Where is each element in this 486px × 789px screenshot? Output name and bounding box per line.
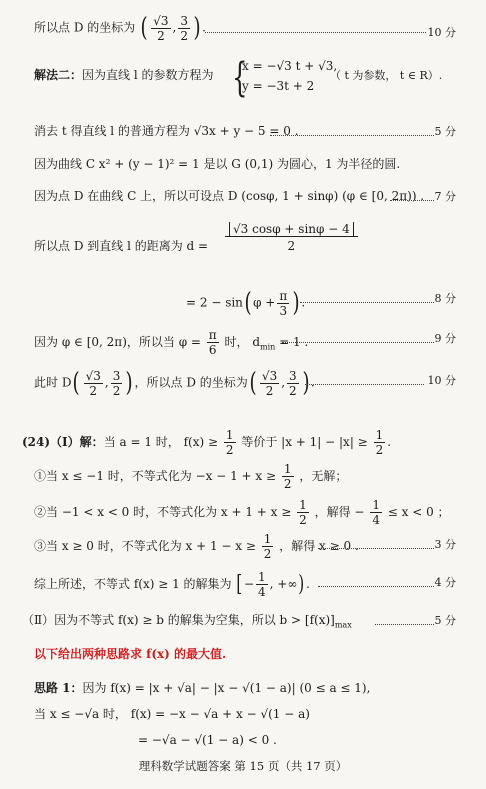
case-2: ②当 −1 < x < 0 时，不等式化为 x + 1 + x ≥ $\frac{1}{2}$ ，解得 − $\frac{1}{4}$ ≤ x < 0 ； [34,498,450,527]
score-label: 10 分 [427,374,456,387]
leader-dots [305,384,424,385]
distance-fraction: √3 cosφ + sinφ − 4 2 [225,222,358,255]
line-5: 因为点 D 在曲线 C 上，所以可设点 D (cosφ, 1 + sinφ) (φ ∈ [0, 2π)) . [34,189,425,203]
brace-symbol: { [232,55,248,101]
line-4: 因为曲线 C x² + (y − 1)² = 1 是以 G (0,1) 为圆心，1 为半径的圆. [34,157,401,171]
score-label: 9 分 [434,332,456,345]
param-eq-2: y = −3t + 2 [242,79,315,93]
leader-dots [282,342,434,343]
idea-1-result: = −√a − √(1 − a) < 0 . [138,733,277,747]
score-label: 5 分 [434,125,456,138]
score-label: 8 分 [434,292,456,305]
score-label: 4 分 [434,576,456,589]
leader-dots [205,32,426,33]
distance-line: 所以点 D 到直线 l 的距离为 d = [34,239,209,253]
q24-line: (24)（Ⅰ）解：当 a = 1 时， f(x) ≥ $\frac{1}{2}$ 等价于 |x + 1| − |x| ≥ $\frac{1}{2}$ . [22,428,392,457]
case-3: ③当 x ≥ 0 时，不等式化为 x + 1 − x ≥ $\frac{1}{2}$ ，解得 x ≥ 0 . [34,532,359,561]
leader-dots [375,624,434,625]
leader-dots [318,586,434,587]
method-2-line: 解法二：因为直线 l 的参数方程为 [34,68,214,82]
score-label: 5 分 [434,614,456,627]
line-7: = 2 − sin( φ + $\frac{\pi}{3}$ ) . [186,288,306,318]
leader-dots [270,135,434,136]
case-1: ①当 x ≤ −1 时，不等式化为 −x − 1 + x ≥ $\frac{1}{2}$ ，无解； [34,462,348,491]
red-note: 以下给出两种思路求 f(x) 的最大值. [34,647,227,661]
line-3: 消去 t 得直线 l 的普通方程为 √3x + y − 5 = 0 . [34,124,299,138]
score-label: 3 分 [434,538,456,551]
leader-dots [390,200,434,201]
leader-dots [318,548,434,549]
score-label: 10 分 [427,26,456,39]
line-8: 因为 φ ∈ [0, 2π)，所以当 φ = $\frac{\pi}{6}$ 时， $d_{min} = 1$ . [34,328,309,357]
page-footer: 理科数学试题答案 第 15 页（共 17 页） [138,759,348,773]
param-note: （ t 为参数， t ∈ R）. [330,69,443,82]
part-2-line: （Ⅱ）因为不等式 f(x) ≥ b 的解集为空集，所以 $b > [f(x)]_{max}$ [22,613,352,630]
line-9: 此时 D( $\frac{√3}{2}$ , $\frac{3}{2}$ ) ，所以点 D 的坐标为( $\frac{√3}{2}$ , $\frac{3}{2}$ ) . [34,368,315,398]
line-1: 所以点 D 的坐标为 ( $\frac{√3}{2}$ , $\frac{3}{2}$ ) . [34,13,206,43]
score-label: 7 分 [434,190,456,203]
summary-line: 综上所述，不等式 f(x) ≥ 1 的解集为 [− $\frac{1}{4}$ , +∞). [34,570,310,599]
idea-1-case: 当 x ≤ −√a 时， f(x) = −x − √a + x − √(1 − a) [34,707,310,721]
idea-1-line: 思路 1：因为 f(x) = |x + √a| − |x − √(1 − a)| (0 ≤ a ≤ 1), [34,681,371,695]
param-eq-1: x = −√3 t + √3, [242,59,338,73]
leader-dots [300,302,434,303]
